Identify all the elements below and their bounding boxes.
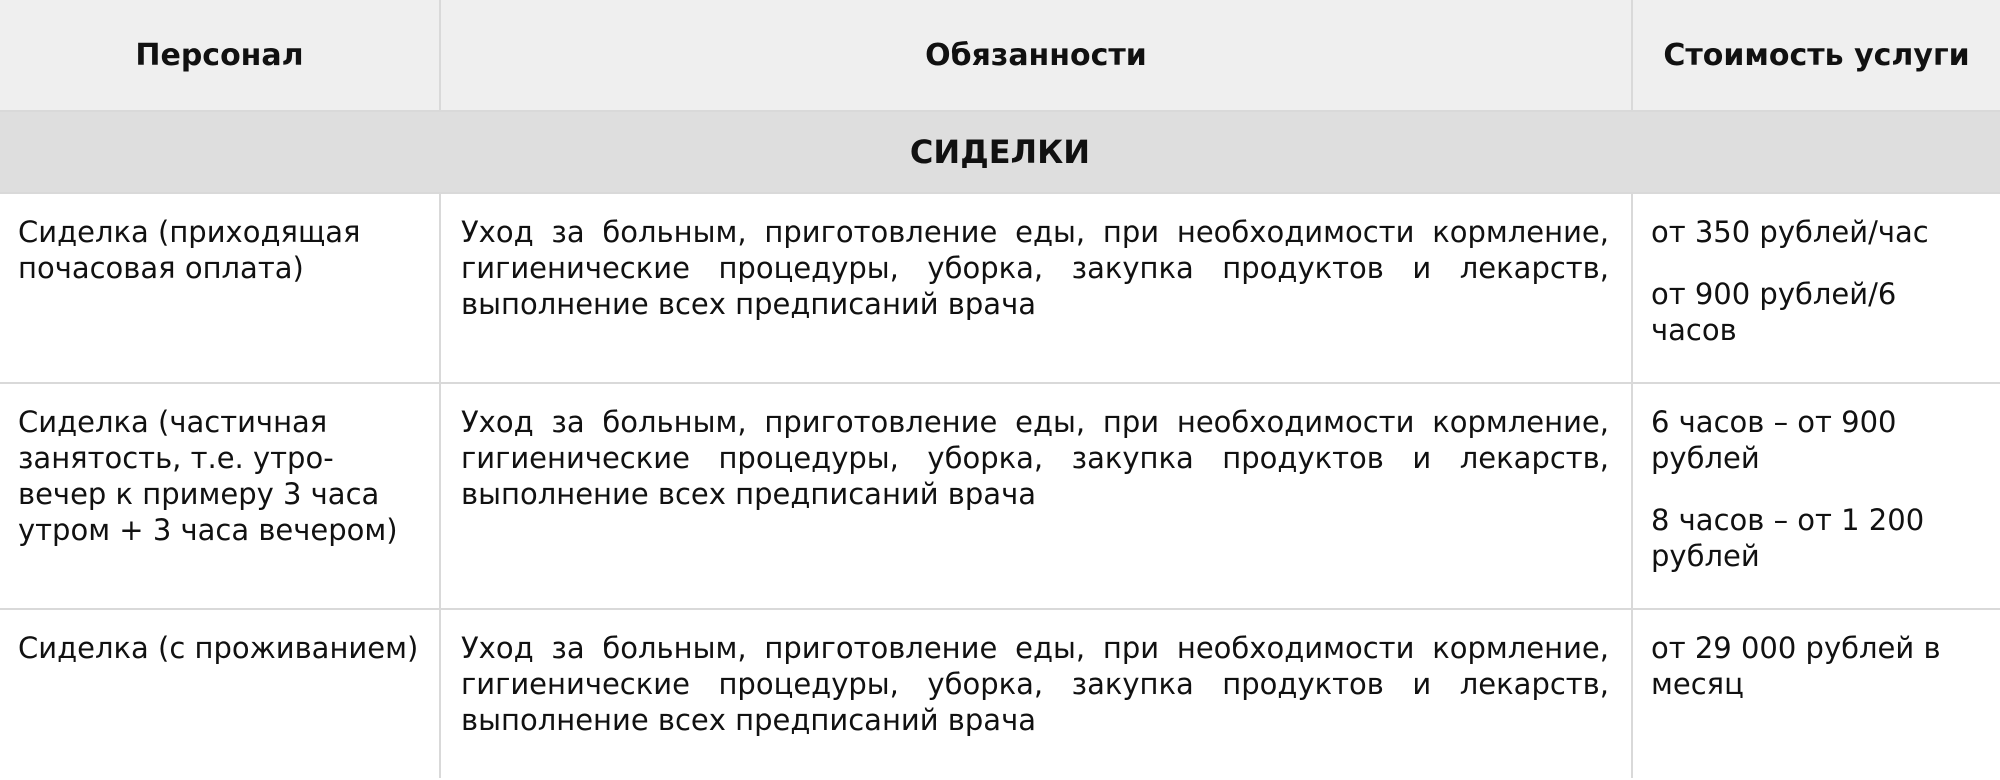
price-line: от 29 000 рублей в месяц	[1651, 631, 1941, 701]
duties-cell: Уход за больным, приготовление еды, при необходимости кормление, гигиенические процедуры, уборка, закупка продуктов и лекарств, выполнение всех предписаний врача	[440, 609, 1632, 778]
duties-cell: Уход за больным, приготовление еды, при необходимости кормление, гигиенические процедуры, уборка, закупка продуктов и лекарств, выполнение всех предписаний врача	[440, 193, 1632, 383]
header-row	[0, 0, 2000, 111]
price-line: 6 часов – от 900 рублей	[1651, 405, 1897, 475]
header-duties: Обязанности	[440, 0, 1632, 111]
price-cell	[1632, 193, 2000, 383]
section-row	[0, 111, 2000, 193]
price-line: 8 часов – от 1 200 рублей	[1651, 503, 1925, 573]
duties-cell: Уход за больным, приготовление еды, при необходимости кормление, гигиенические процедуры, уборка, закупка продуктов и лекарств, выполнение всех предписаний врача	[440, 383, 1632, 609]
table-row	[0, 609, 2000, 778]
price-line: от 350 рублей/час	[1651, 215, 1929, 249]
table-row	[0, 193, 2000, 383]
price-cell	[1632, 609, 2000, 778]
staff-cell: Сиделка (приходящая почасовая оплата)	[0, 193, 440, 383]
section-title: СИДЕЛКИ	[0, 111, 2000, 193]
staff-cell: Сиделка (частичная занятость, т.е. утро-вечер к примеру 3 часа утром + 3 часа вечером)	[0, 383, 440, 609]
header-price: Стоимость услуги	[1632, 0, 2000, 111]
price-line: от 900 рублей/6 часов	[1651, 277, 1897, 347]
header-staff: Персонал	[0, 0, 440, 111]
price-cell	[1632, 383, 2000, 609]
table-row	[0, 383, 2000, 609]
staff-cell: Сиделка (с проживанием)	[0, 609, 440, 778]
